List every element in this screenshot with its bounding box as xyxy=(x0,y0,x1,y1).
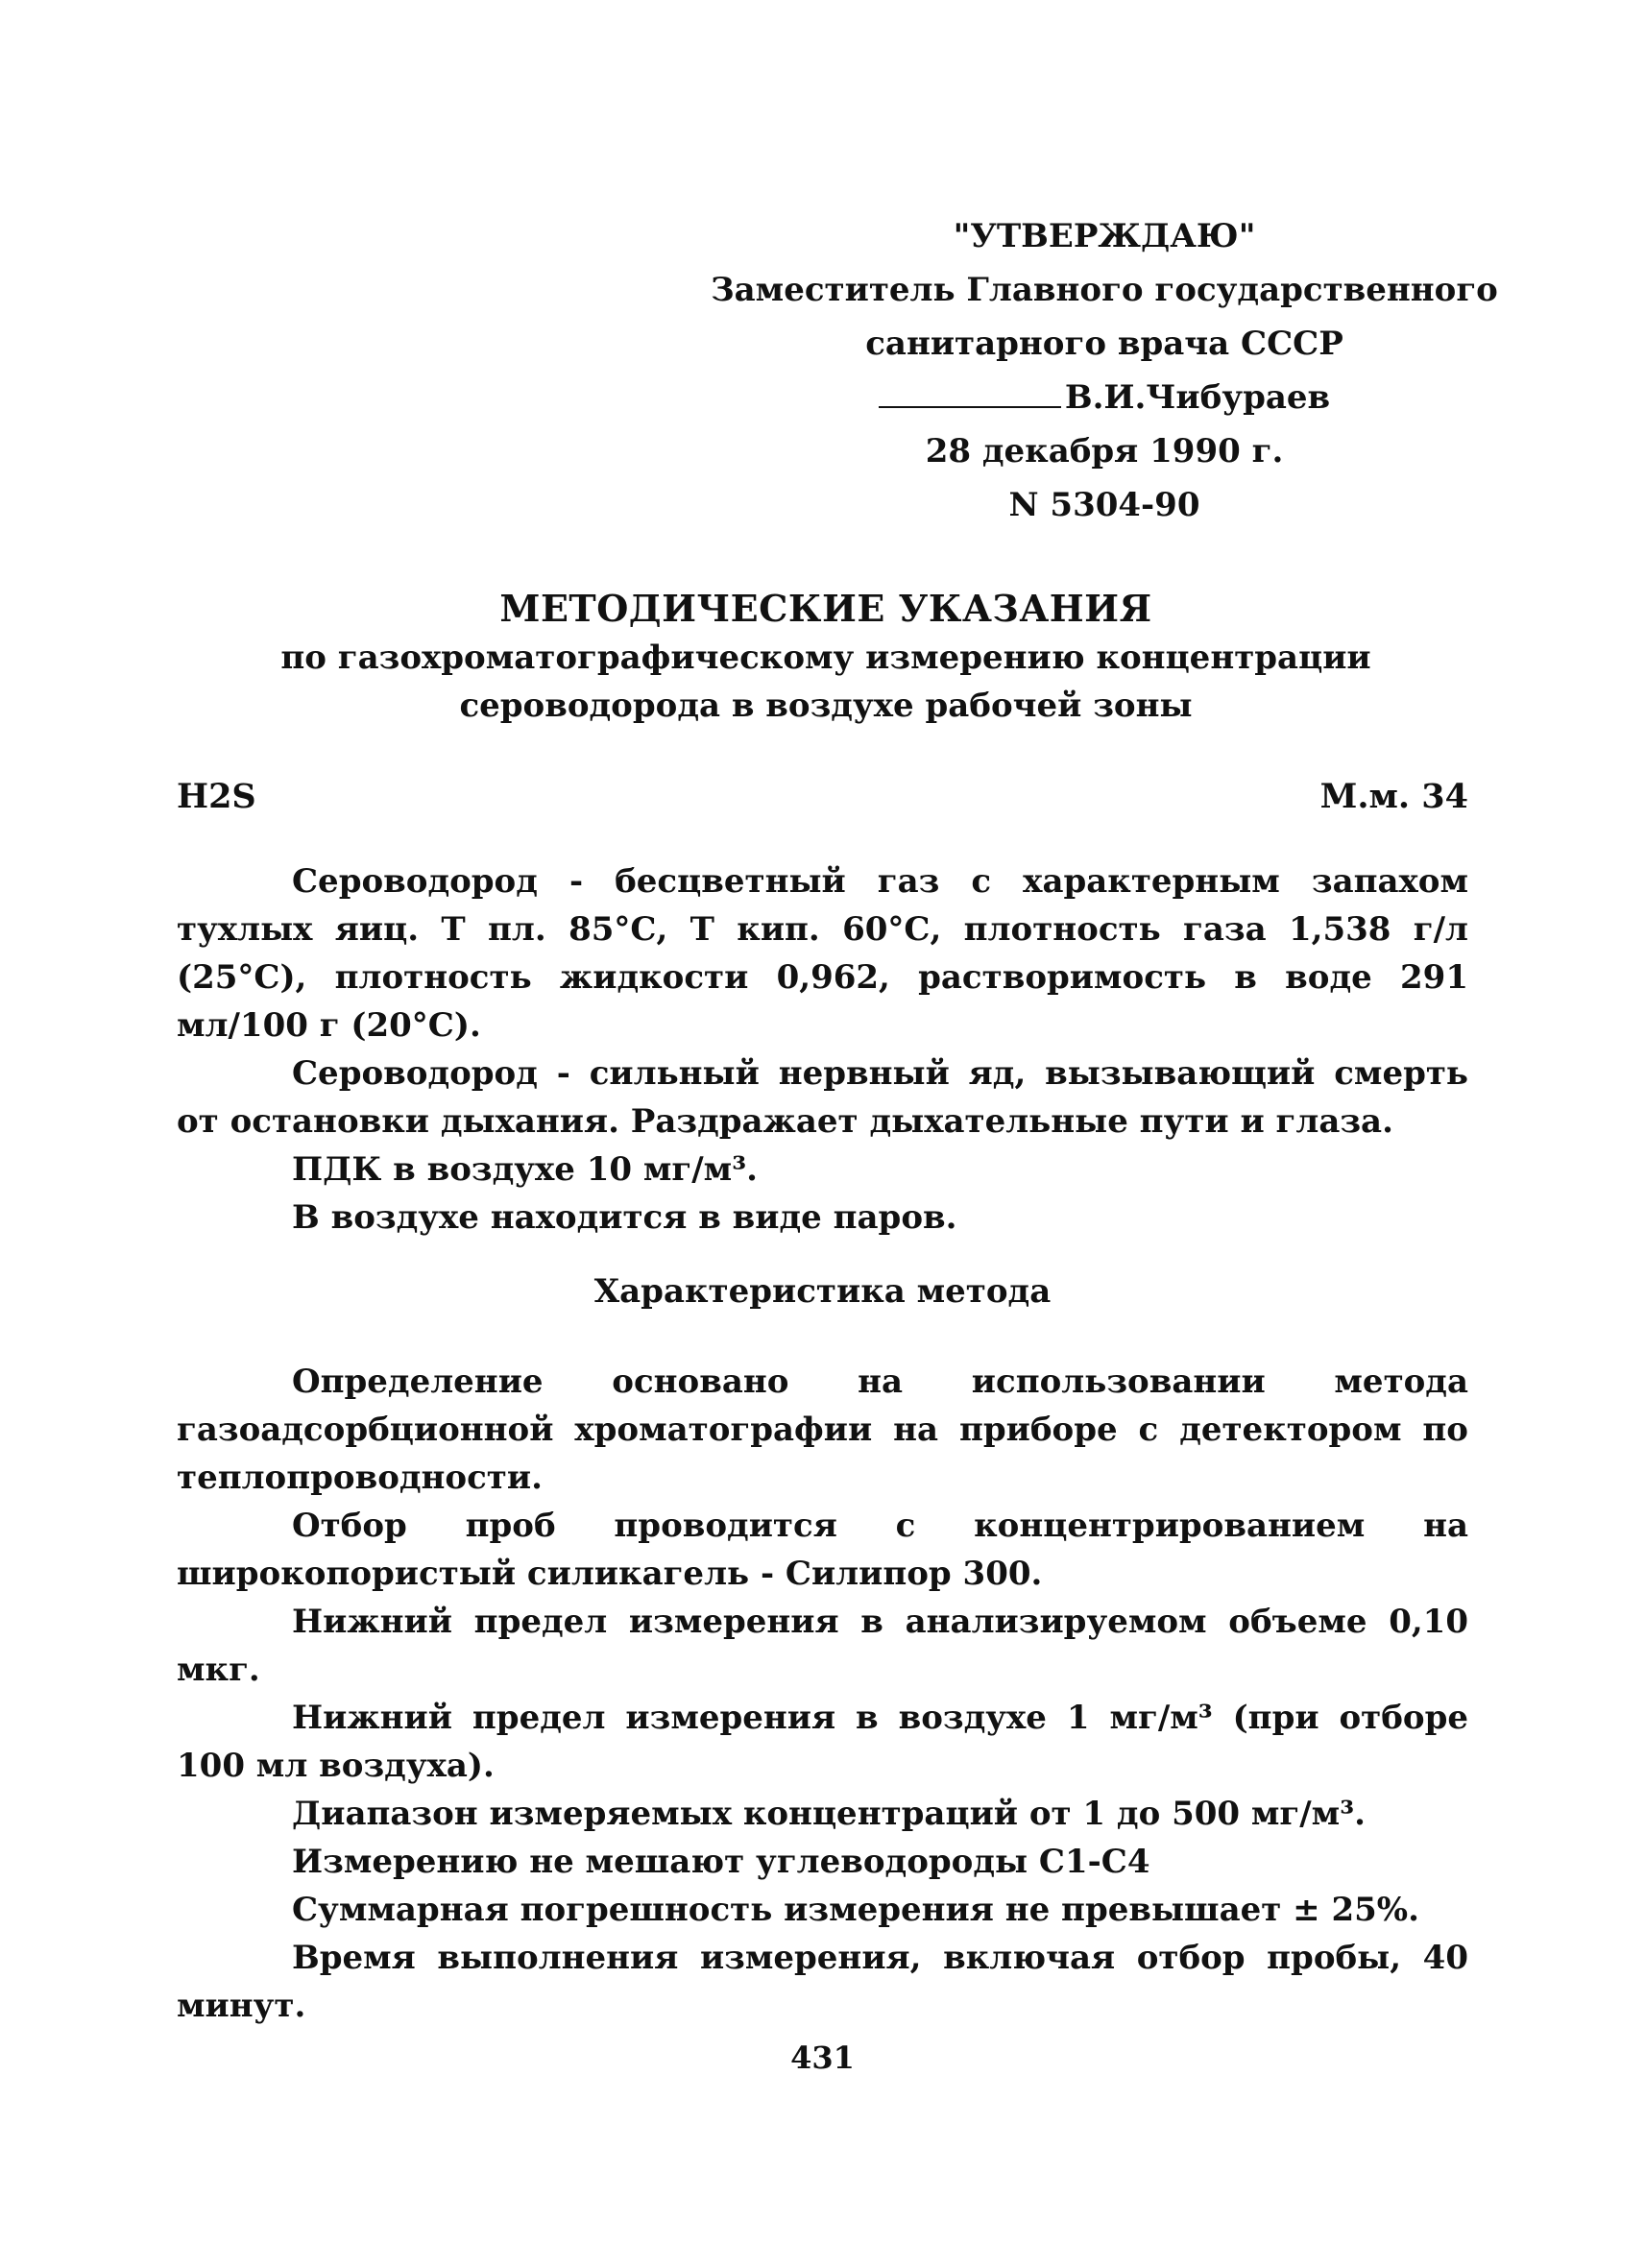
paragraph: Определение основано на использовании метода газоадсорбционной хроматографии на приборе с детектором по теплопроводности. xyxy=(177,1363,1468,1497)
approver-position-line2: санитарного врача СССР xyxy=(865,325,1343,363)
paragraph: Время выполнения измерения, включая отбор пробы, 40 минут. xyxy=(177,1939,1468,2025)
chemical-formula: H2S xyxy=(177,777,256,816)
method-description xyxy=(177,1358,1468,2030)
paragraph: ПДК в воздухе 10 мг/м³. xyxy=(292,1150,758,1189)
signature-line xyxy=(711,371,1498,424)
approver-position-line1: Заместитель Главного государственного xyxy=(711,271,1498,309)
paragraph: Сероводород - бесцветный газ с характерным запахом тухлых яиц. Т пл. 85°С, Т кип. 60°С, плотность газа 1,538 г/л (25°С), плотность жидкости 0,962, растворимость в воде 291 мл/100 г (20°С). xyxy=(177,862,1468,1045)
molar-mass: М.м. 34 xyxy=(1319,777,1468,816)
document-title: МЕТОДИЧЕСКИЕ УКАЗАНИЯ xyxy=(499,587,1152,630)
paragraph: Сероводород - сильный нервный яд, вызывающий смерть от остановки дыхания. Раздражает дыхательные пути и глаза. xyxy=(177,1054,1468,1141)
paragraph: Нижний предел измерения в анализируемом объеме 0,10 мкг. xyxy=(177,1603,1468,1689)
page-number: 431 xyxy=(790,2039,855,2076)
section-heading: Характеристика метода xyxy=(593,1272,1052,1311)
paragraph: В воздухе находится в виде паров. xyxy=(292,1198,957,1237)
approval-block xyxy=(711,209,1498,532)
substance-description xyxy=(177,857,1468,1242)
signature-blank xyxy=(879,405,1061,408)
paragraph: Диапазон измеряемых концентраций от 1 до 500 мг/м³. xyxy=(292,1795,1366,1833)
paragraph: Нижний предел измерения в воздухе 1 мг/м³ (при отборе 100 мл воздуха). xyxy=(177,1699,1468,1785)
title-block xyxy=(173,584,1479,730)
paragraph: Измерению не мешают углеводороды С1-С4 xyxy=(292,1843,1150,1881)
document-subtitle-line2: сероводорода в воздухе рабочей зоны xyxy=(459,687,1193,725)
approval-date: 28 декабря 1990 г. xyxy=(925,432,1284,470)
paragraph: Отбор проб проводится с концентрированием на широкопористый силикагель - Силипор 300. xyxy=(177,1507,1468,1593)
signatory-name: В.И.Чибураев xyxy=(1064,378,1331,417)
paragraph: Суммарная погрешность измерения не превышает ± 25%. xyxy=(292,1891,1419,1929)
document-number: N 5304-90 xyxy=(1008,486,1200,524)
approval-heading: "УТВЕРЖДАЮ" xyxy=(953,217,1256,255)
document-subtitle-line1: по газохроматографическому измерению концентрации xyxy=(280,639,1371,677)
